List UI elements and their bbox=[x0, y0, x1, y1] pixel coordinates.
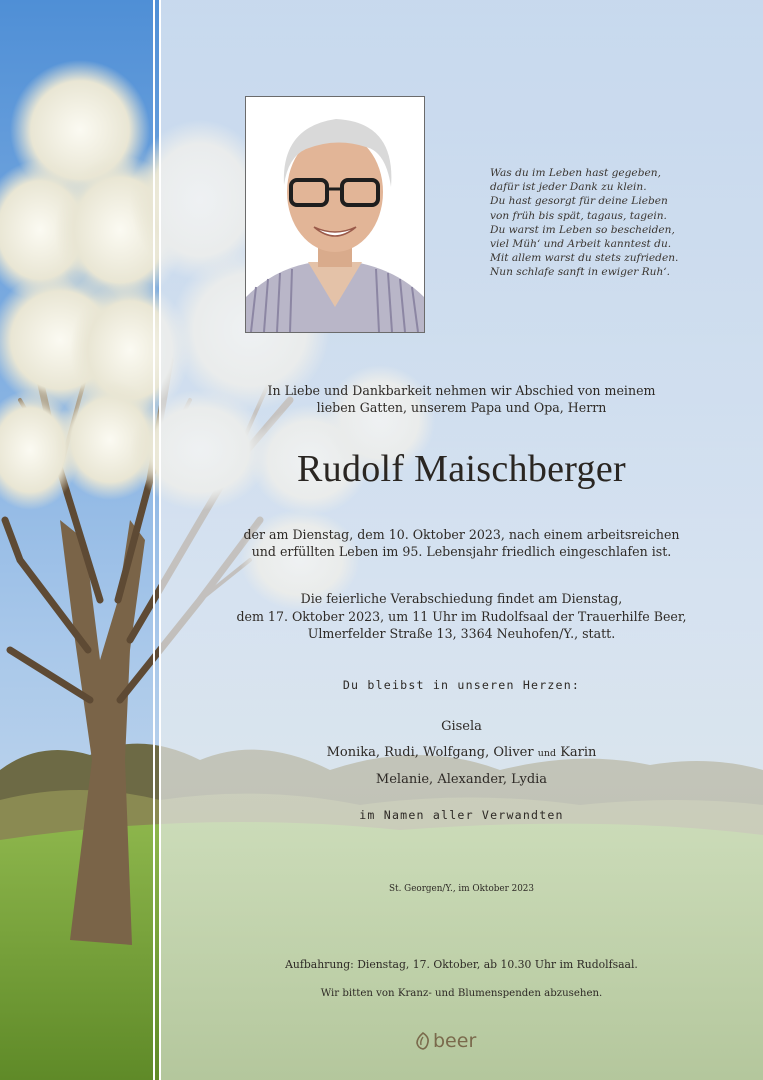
poem-line: Was du im Leben hast gegeben, bbox=[490, 167, 661, 179]
poem-line: Du hast gesorgt für deine Lieben bbox=[490, 195, 668, 208]
flowers-request: Wir bitten von Kranz- und Blumenspenden abzusehen. bbox=[320, 988, 603, 999]
beer-logo bbox=[415, 1030, 476, 1052]
intro-text bbox=[160, 382, 763, 416]
viewing-info: Aufbahrung: Dienstag, 17. Oktober, ab 10.30 Uhr im Rudolfsaal. bbox=[285, 958, 638, 971]
left-divider-line bbox=[153, 0, 155, 1080]
poem-line: dafür ist jeder Dank zu klein. bbox=[490, 181, 647, 194]
intro-line: In Liebe und Dankbarkeit nehmen wir Abschied von meinem bbox=[267, 383, 656, 398]
family-list bbox=[160, 714, 763, 793]
portrait-image bbox=[246, 97, 424, 332]
memorial-poem bbox=[490, 166, 730, 280]
ceremony-line: Ulmerfelder Straße 13, 3364 Neuhofen/Y., statt. bbox=[307, 626, 616, 641]
ceremony-line: Die feierliche Verabschiedung findet am Dienstag, bbox=[300, 591, 623, 606]
ceremony-info bbox=[160, 590, 763, 643]
relatives-note: im Namen aller Verwandten bbox=[359, 808, 564, 822]
poem-line: Mit allem warst du stets zufrieden. bbox=[490, 252, 679, 265]
death-line: und erfüllten Leben im 95. Lebensjahr friedlich eingeschlafen ist. bbox=[251, 544, 672, 559]
family-names: Monika, Rudi, Wolfgang, Oliver bbox=[326, 745, 534, 760]
death-notice bbox=[160, 526, 763, 560]
deceased-name: Rudolf Maischberger bbox=[297, 448, 626, 490]
family-line: Gisela bbox=[441, 719, 482, 734]
poem-line: viel Müh‘ und Arbeit kanntest du. bbox=[490, 238, 672, 251]
family-conjunction: und bbox=[537, 748, 557, 759]
intro-line: lieben Gatten, unserem Papa und Opa, Herrn bbox=[316, 400, 607, 415]
family-names: Karin bbox=[560, 745, 597, 760]
place-date: St. Georgen/Y., im Oktober 2023 bbox=[389, 884, 534, 894]
logo-text: beer bbox=[433, 1030, 477, 1052]
poem-line: Nun schlafe sanft in ewiger Ruh‘. bbox=[490, 266, 671, 279]
hearts-heading: Du bleibst in unseren Herzen: bbox=[342, 678, 581, 692]
beer-logo-icon bbox=[415, 1032, 431, 1050]
portrait-photo bbox=[245, 96, 425, 333]
family-line: Melanie, Alexander, Lydia bbox=[375, 772, 548, 787]
ceremony-line: dem 17. Oktober 2023, um 11 Uhr im Rudolfsaal der Trauerhilfe Beer, bbox=[236, 608, 687, 624]
family-line bbox=[160, 740, 763, 767]
death-line: der am Dienstag, dem 10. Oktober 2023, nach einem arbeitsreichen bbox=[243, 527, 680, 542]
poem-line: von früh bis spät, tagaus, tagein. bbox=[490, 209, 667, 222]
poem-line: Du warst im Leben so bescheiden, bbox=[490, 223, 675, 236]
